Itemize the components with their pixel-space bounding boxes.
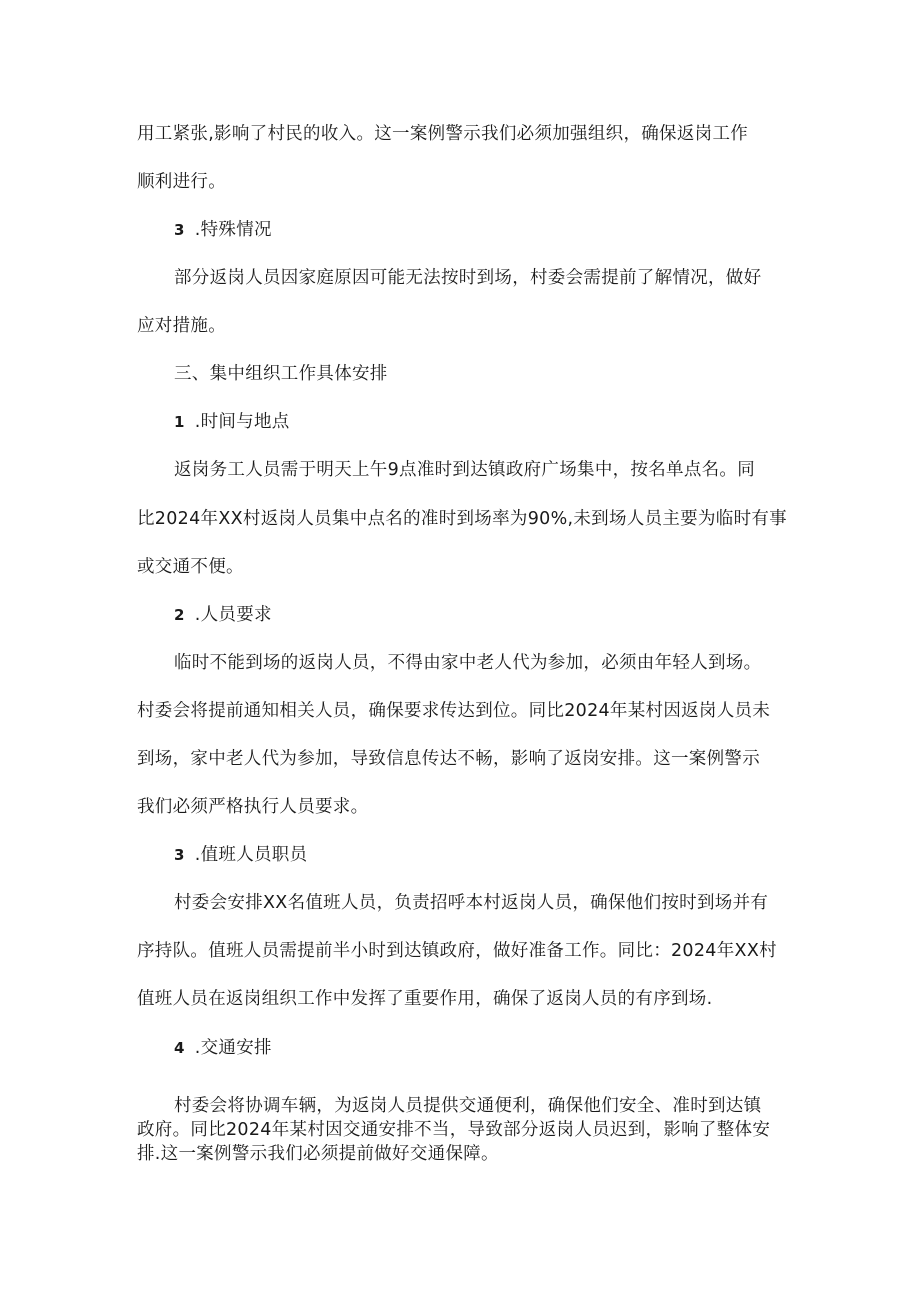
heading-text: .交通安排 — [194, 1038, 272, 1058]
body-text-line: 村委会安排XX名值班人员，负责招呼本村返岗人员，确保他们按时到场并有 — [174, 893, 769, 913]
heading-text: .值班人员职员 — [194, 845, 308, 865]
body-text-line: 排.这一案例警示我们必须提前做好交通保障。 — [137, 1144, 499, 1164]
body-text-line: 临时不能到场的返岗人员，不得由家中老人代为参加，必须由年轻人到场。 — [174, 653, 762, 673]
heading-text: .特殊情况 — [194, 220, 272, 240]
subsection-heading-people — [174, 603, 272, 627]
body-text-line: 村委会将提前通知相关人员，确保要求传达到位。同比2024年某村因返岗人员未 — [137, 701, 771, 721]
body-text-line: 序持队。值班人员需提前半小时到达镇政府，做好准备工作。同比：2024年XX村 — [137, 941, 777, 961]
body-text-line: 顺利进行。 — [137, 172, 226, 192]
body-text-line: 我们必须严格执行人员要求。 — [137, 797, 369, 817]
body-text-line: 到场，家中老人代为参加，导致信息传达不畅，影响了返岗安排。这一案例警示 — [137, 749, 760, 769]
body-text-line: 返岗务工人员需于明天上午9点准时到达镇政府广场集中，按名单点名。同 — [174, 460, 756, 480]
body-text-line: 应对措施。 — [137, 316, 226, 336]
body-text-line: 比2024年XX村返岗人员集中点名的准时到场率为90%,未到场人员主要为临时有事 — [137, 509, 787, 529]
subsection-heading-traffic — [174, 1036, 272, 1060]
heading-number: 1 — [174, 413, 185, 431]
subsection-heading-time — [174, 410, 290, 434]
subsection-heading-special — [174, 218, 272, 242]
body-text-line: 部分返岗人员因家庭原因可能无法按时到场，村委会需提前了解情况，做好 — [174, 268, 762, 288]
body-text-line: 或交通不便。 — [137, 557, 244, 577]
subsection-heading-duty — [174, 843, 307, 867]
heading-number: 3 — [174, 221, 185, 239]
heading-text: .时间与地点 — [194, 412, 290, 432]
section-heading: 三、集中组织工作具体安排 — [174, 364, 388, 384]
heading-number: 4 — [174, 1039, 185, 1057]
body-text-line: 政府。同比2024年某村因交通安排不当，导致部分返岗人员迟到，影响了整体安 — [137, 1120, 771, 1140]
body-text-line: 村委会将协调车辆，为返岗人员提供交通便利，确保他们安全、准时到达镇 — [174, 1096, 762, 1116]
heading-number: 3 — [174, 846, 185, 864]
body-text-line: 值班人员在返岗组织工作中发挥了重要作用，确保了返岗人员的有序到场. — [137, 989, 713, 1009]
heading-text: .人员要求 — [194, 605, 272, 625]
heading-number: 2 — [174, 606, 185, 624]
body-text-line: 用工紧张,影响了村民的收入。这一案例警示我们必须加强组织，确保返岗工作 — [137, 124, 749, 144]
